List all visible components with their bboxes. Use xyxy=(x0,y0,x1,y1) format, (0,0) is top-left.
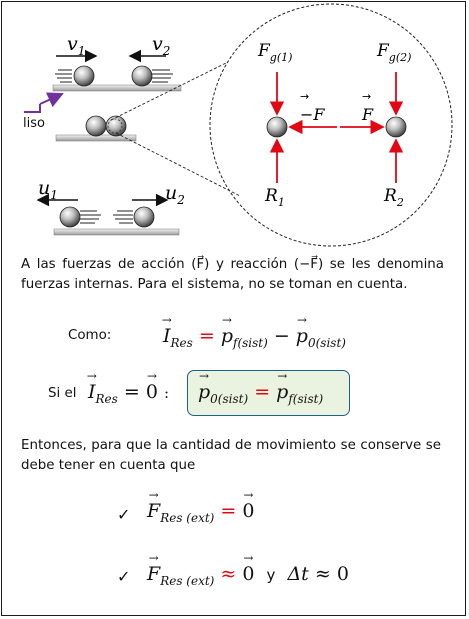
reaction-force-vector-mark: → xyxy=(300,90,310,103)
scene-after-collision xyxy=(38,177,185,235)
zoom-line-bottom xyxy=(116,133,240,196)
detail-ball-1 xyxy=(267,117,287,137)
u2-label: $u_2$ xyxy=(165,182,185,207)
speed-lines-ball-1-after xyxy=(80,211,101,223)
force-detail-view xyxy=(210,4,452,246)
liso-pointer-line xyxy=(24,104,40,112)
r1-label: $R_1$ xyxy=(265,186,285,209)
surface-1 xyxy=(53,85,181,91)
conservation-paragraph: Entonces, para que la cantidad de movimiento se conserve se debe tener en cuenta que xyxy=(21,438,441,473)
speed-lines-ball-2-after xyxy=(113,211,133,223)
action-force-label: F xyxy=(362,105,374,124)
fg2-label: $F_{g(2)}$ xyxy=(377,41,412,64)
external-force-approx-equation: → $F_{Res (ext)}$ ≈ → 0 y Δt ≈ 0 xyxy=(147,563,349,588)
liso-pointer-arrow xyxy=(40,94,62,104)
internal-forces-paragraph: A las fuerzas de acción (F⃗) y reacción (−F⃗) se les denomina fuerzas internas. Para el sistema, no se toman en cuenta. xyxy=(21,257,444,292)
v1-label: $v_1$ xyxy=(67,33,86,58)
r2-label: $R_2$ xyxy=(384,186,404,209)
v2-label: $v_2$ xyxy=(152,33,171,58)
como-label: Como: xyxy=(68,328,112,343)
ball-1-after xyxy=(60,207,80,227)
momentum-conservation-equation: → $p_{0(sist)}$ = → $p_{f(sist)}$ xyxy=(198,381,323,406)
action-force-vector-mark: → xyxy=(362,90,372,103)
si-el-label: Si el xyxy=(48,386,77,401)
ball-1 xyxy=(74,66,94,86)
collision-diagram xyxy=(0,0,469,250)
impulse-equation: → $I_{Res}$ = → $p_{f(sist)}$ − → $p_{0(sist)}$ xyxy=(163,325,346,350)
ball-2 xyxy=(132,66,152,86)
detail-ball-2 xyxy=(386,117,406,137)
speed-lines-ball-1 xyxy=(55,70,72,82)
surface-3 xyxy=(54,229,179,235)
reaction-force-label: −F xyxy=(300,105,325,124)
check-icon: ✓ xyxy=(117,505,131,524)
zero-impulse-condition: → $I_{Res}$ = → 0 : xyxy=(88,381,169,406)
zoom-circle xyxy=(210,4,452,246)
external-force-zero-equation: → $F_{Res (ext)}$ = → 0 xyxy=(147,500,254,525)
fg1-label: $F_{g(1)}$ xyxy=(258,41,293,64)
liso-label: liso xyxy=(23,116,45,131)
check-icon: ✓ xyxy=(117,567,131,586)
ball-1-contact xyxy=(86,116,106,136)
speed-lines-ball-2 xyxy=(152,70,173,82)
ball-2-after xyxy=(134,207,154,227)
u1-label: $u_1$ xyxy=(38,177,58,202)
scene-before-collision xyxy=(53,33,181,91)
